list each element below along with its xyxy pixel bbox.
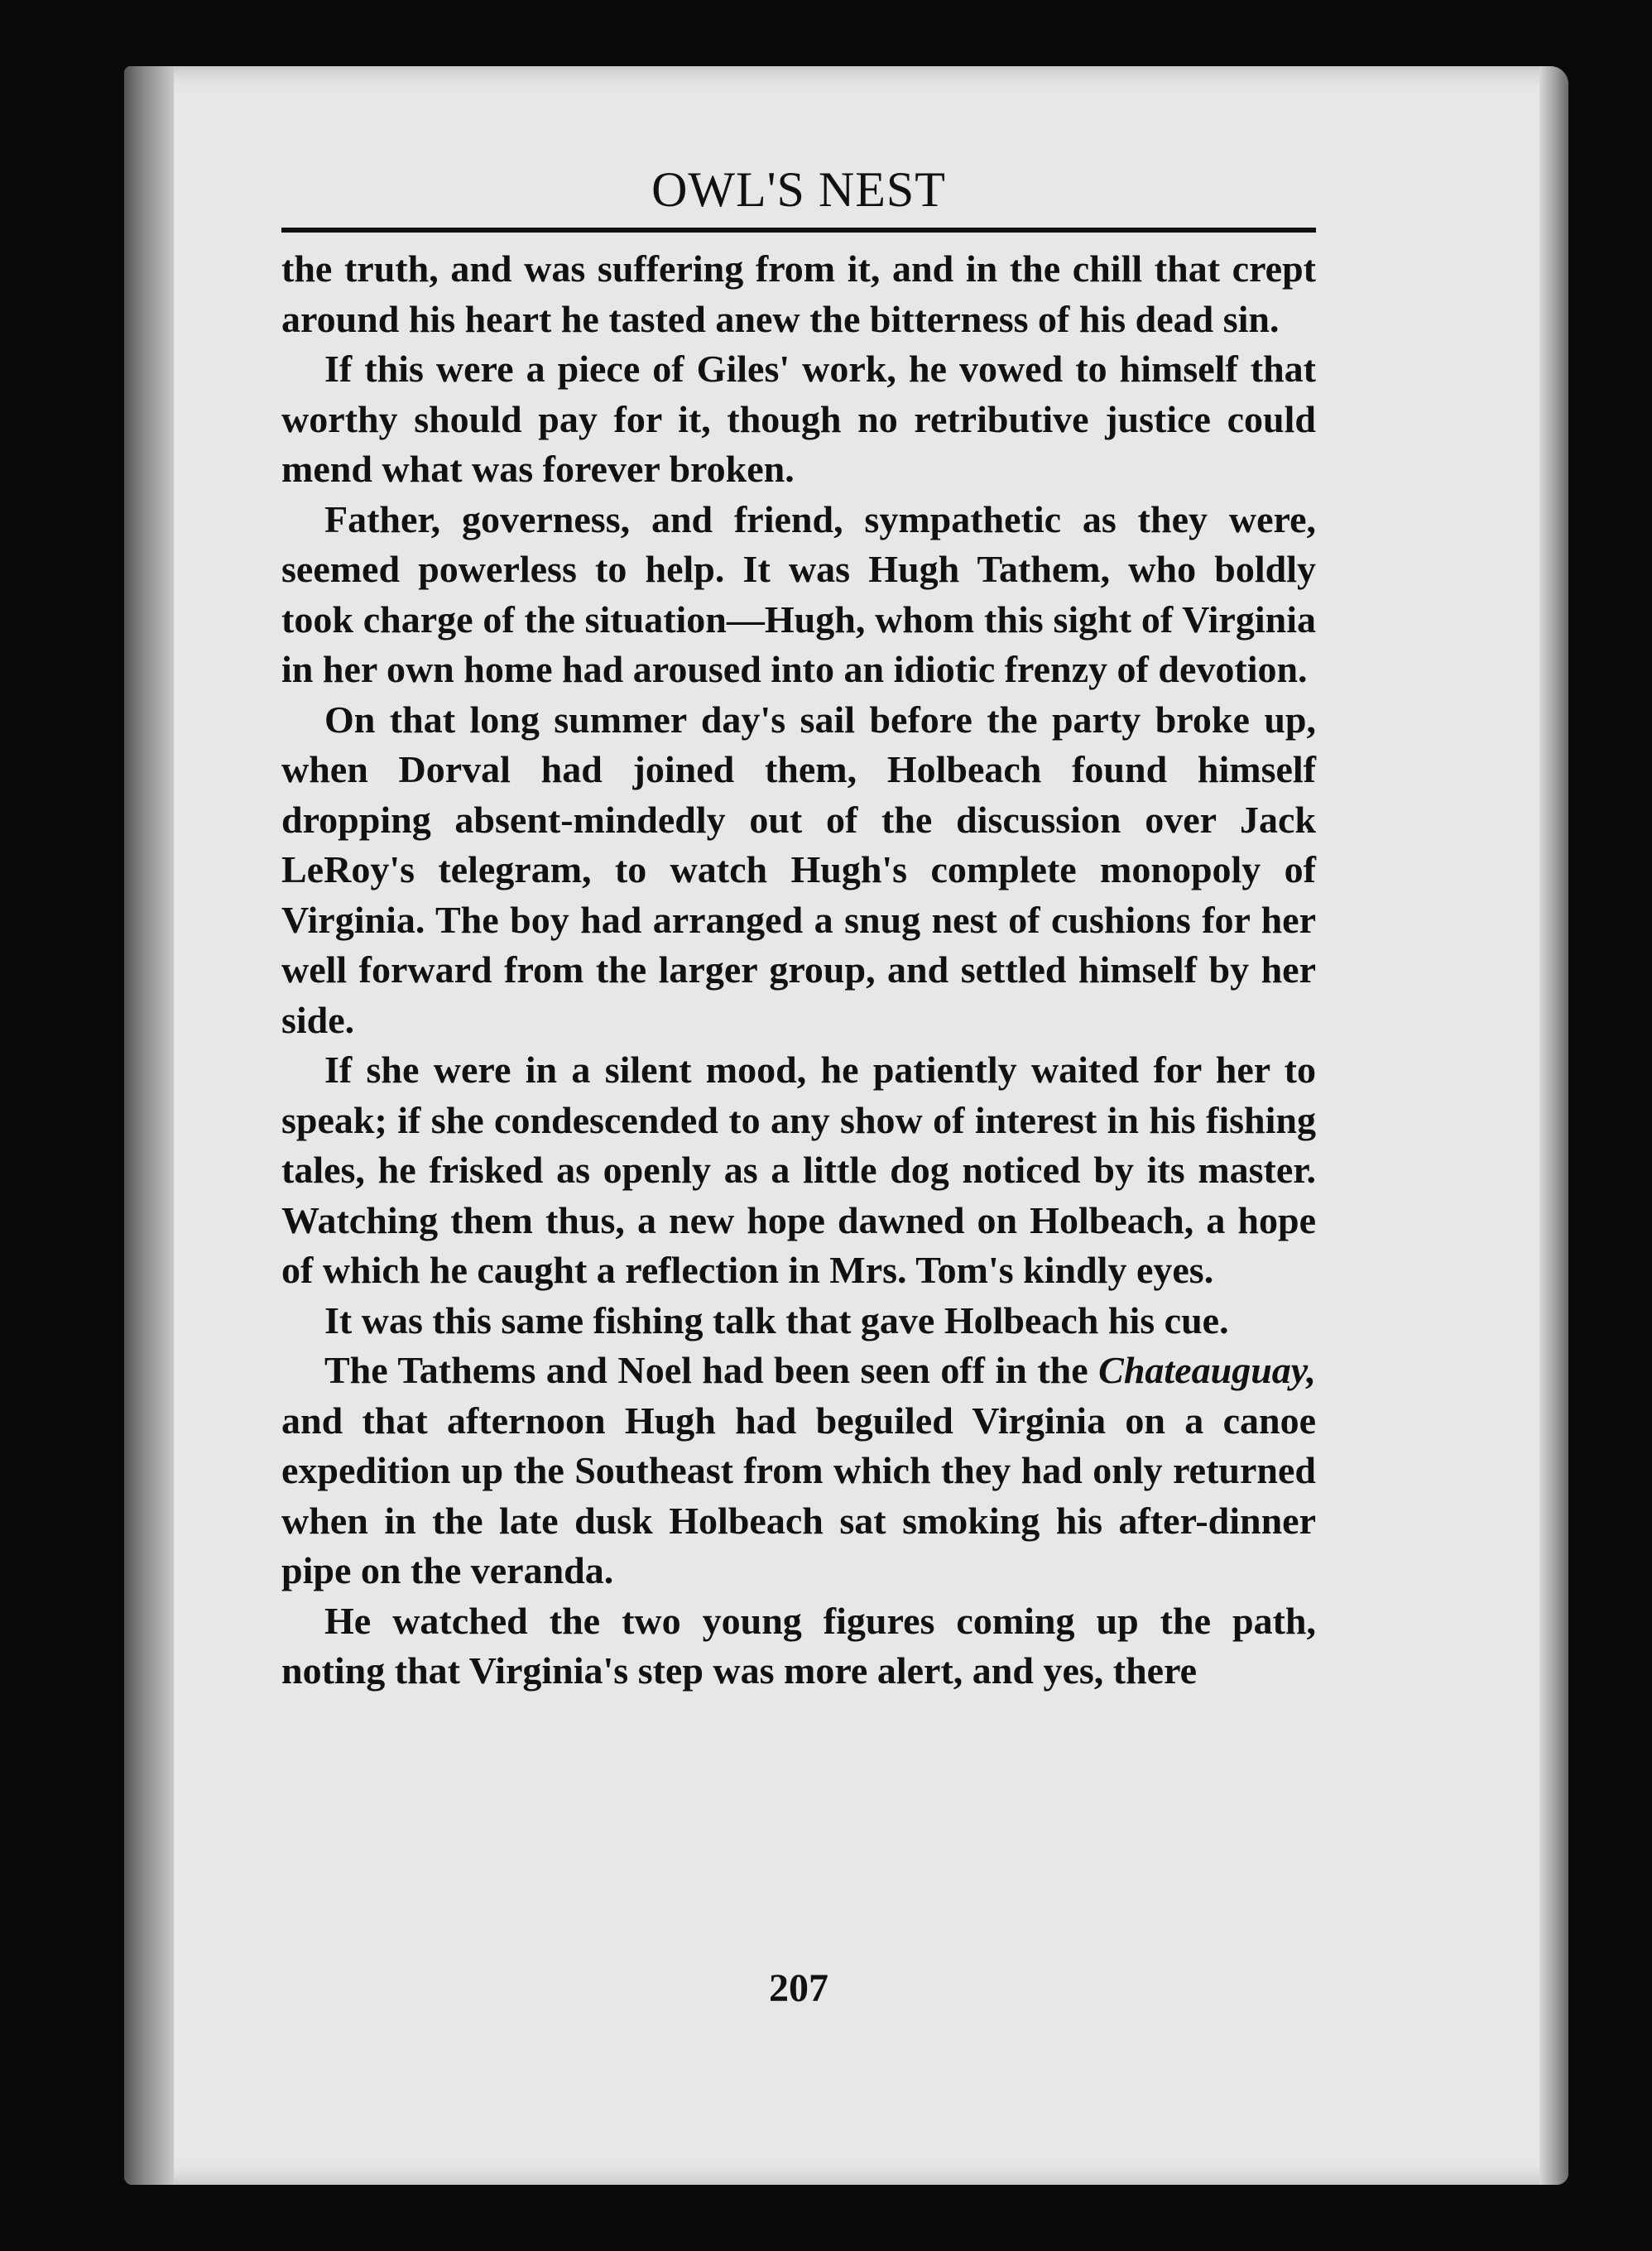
page-gutter [124, 66, 174, 2185]
paragraph-text: and that afternoon Hugh had beguiled Virginia on a canoe expedition up the Southeast from which they had only returned when in the late dusk Holbeach sat smoking his after-dinner pipe on the veranda. [281, 1399, 1316, 1591]
running-header: OWL'S NEST [651, 162, 946, 217]
page-body [281, 244, 1316, 1697]
paragraph [281, 1346, 1316, 1596]
ship-name: Chateauguay, [1098, 1349, 1316, 1391]
page-number: 207 [769, 1966, 828, 2010]
book-page [124, 66, 1568, 2185]
paragraph: Father, governess, and friend, sympathetic as they were, seemed powerless to help. It was Hugh Tathem, who boldly took charge of the situation—Hugh, whom this sight of Virginia in her own home had aroused into an idiotic frenzy of devotion. [281, 497, 1316, 690]
paragraph: He watched the two young figures coming up the path, noting that Virginia's step was more alert, and yes, there [281, 1599, 1316, 1692]
header-rule [281, 228, 1316, 233]
paragraph: If she were in a silent mood, he patiently waited for her to speak; if she condescended to any show of interest in his fishing tales, he frisked as openly as a little dog noticed by its master. Watching them thus, a new hope dawned on Holbeach, a hope of which he caught a reflection in Mrs. Tom's kindly eyes. [281, 1049, 1316, 1291]
paragraph: On that long summer day's sail before the party broke up, when Dorval had joined them, Holbeach found himself dropping absent-mindedly out of the discussion over Jack LeRoy's telegram, to watch Hugh's complete monopoly of Virginia. The boy had arranged a snug nest of cushions for her well forward from the larger group, and settled himself by her side. [281, 698, 1316, 1041]
paragraph: It was this same fishing talk that gave Holbeach his cue. [324, 1298, 1229, 1341]
paragraph: the truth, and was suffering from it, and in the chill that crept around his heart he tasted anew the bitterness of his dead sin. [281, 247, 1316, 340]
page-edge [1539, 66, 1568, 2185]
paragraph: If this were a piece of Giles' work, he vowed to himself that worthy should pay for it, though no retributive justice could mend what was forever broken. [281, 348, 1316, 490]
paragraph-text: The Tathems and Noel had been seen off in the [324, 1349, 1099, 1391]
